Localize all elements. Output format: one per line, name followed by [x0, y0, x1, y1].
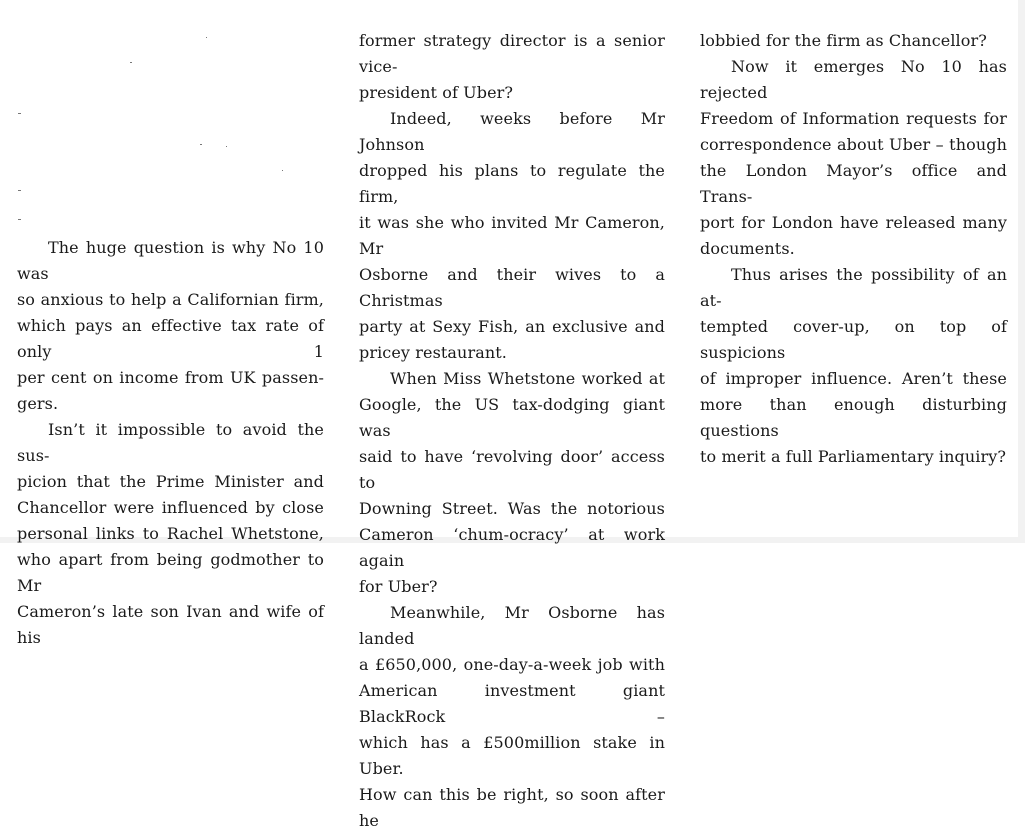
text-line: president of Uber?	[359, 83, 514, 102]
text-line: more than enough disturbing questions	[700, 395, 1007, 440]
text-line: it was she who invited Mr Cameron, Mr	[359, 213, 665, 258]
text-line: The huge question is why No 10 was	[17, 238, 324, 283]
text-line: personal links to Rachel Whetstone,	[17, 524, 324, 543]
text-line: Now it emerges No 10 has rejected	[700, 57, 1007, 102]
text-line: lobbied for the firm as Chancellor?	[700, 31, 987, 50]
speck	[18, 219, 21, 220]
text-line: to merit a full Parliamentary inquiry?	[700, 447, 1007, 466]
speck	[18, 190, 21, 191]
text-line: Chancellor were influenced by close	[17, 498, 324, 517]
text-line: per cent on income from UK passen-	[17, 368, 324, 387]
text-line: Freedom of Information requests for	[700, 109, 1007, 128]
text-line: of improper influence. Aren’t these	[700, 369, 1007, 388]
text-line: a £650,000, one-day-a-week job with	[359, 655, 665, 674]
speck	[130, 62, 132, 63]
text-line: Google, the US tax-dodging giant was	[359, 395, 665, 440]
text-line: the London Mayor’s office and Trans-	[700, 161, 1007, 206]
text-line: Isn’t it impossible to avoid the sus-	[17, 420, 324, 465]
text-line: former strategy director is a senior vice-	[359, 31, 665, 76]
text-line: pricey restaurant.	[359, 343, 507, 362]
text-line: Cameron’s late son Ivan and wife of his	[17, 602, 324, 647]
text-line: dropped his plans to regulate the firm,	[359, 161, 665, 206]
text-line: Osborne and their wives to a Christmas	[359, 265, 665, 310]
text-line: When Miss Whetstone worked at	[390, 369, 665, 388]
text-line: so anxious to help a Californian firm,	[17, 290, 324, 309]
text-line: documents.	[700, 239, 795, 258]
text-line: gers.	[17, 394, 59, 413]
text-line: picion that the Prime Minister and	[17, 472, 324, 491]
text-line: Meanwhile, Mr Osborne has landed	[359, 603, 665, 648]
article-column-1	[17, 235, 324, 651]
scan-edge-right	[1018, 0, 1025, 543]
speck	[206, 37, 207, 38]
text-line: How can this be right, so soon after he	[359, 785, 665, 830]
speck	[282, 170, 283, 171]
speck	[226, 146, 227, 147]
speck	[18, 113, 21, 114]
text-line: which has a £500million stake in Uber.	[359, 733, 665, 778]
text-line: Thus arises the possibility of an at-	[700, 265, 1007, 310]
text-line: party at Sexy Fish, an exclusive and	[359, 317, 665, 336]
text-line: port for London have released many	[700, 213, 1007, 232]
text-line: who apart from being godmother to Mr	[17, 550, 324, 595]
text-line: tempted cover-up, on top of suspicions	[700, 317, 1007, 362]
article-column-3	[700, 28, 1007, 470]
text-line: for Uber?	[359, 577, 438, 596]
speck	[200, 144, 202, 145]
text-line: Cameron ‘chum-ocracy’ at work again	[359, 525, 665, 570]
text-line: Downing Street. Was the notorious	[359, 499, 665, 518]
article-column-2	[359, 28, 665, 834]
text-line: American investment giant BlackRock –	[359, 681, 665, 726]
text-line: correspondence about Uber – though	[700, 135, 1007, 154]
text-line: said to have ‘revolving door’ access to	[359, 447, 665, 492]
text-line: Indeed, weeks before Mr Johnson	[359, 109, 665, 154]
text-line: which pays an effective tax rate of only 1	[17, 316, 324, 361]
